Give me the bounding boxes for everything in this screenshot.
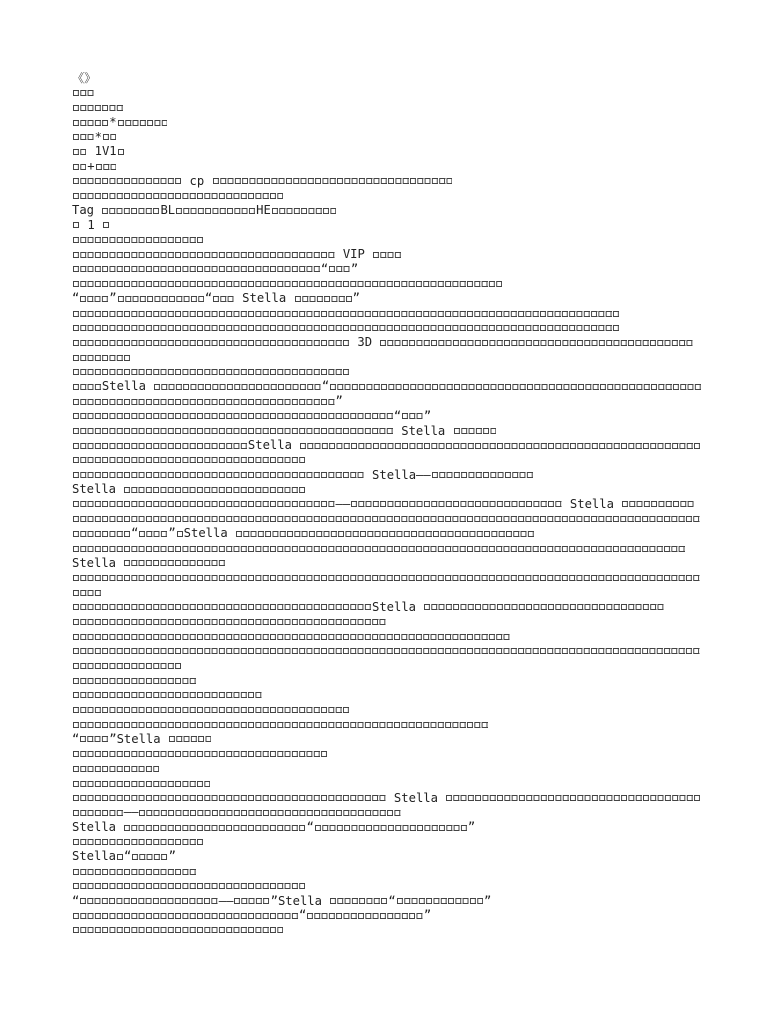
text-line xyxy=(72,820,702,835)
placeholder-glyphs xyxy=(73,325,619,331)
text-fragment: “ xyxy=(204,291,213,306)
placeholder-glyphs xyxy=(73,839,203,845)
placeholder-glyphs xyxy=(73,913,298,919)
placeholder-glyphs xyxy=(73,120,108,126)
placeholder-glyphs xyxy=(73,516,700,522)
text-line xyxy=(72,747,702,762)
text-fragment: Stella xyxy=(183,526,236,541)
placeholder-glyphs xyxy=(73,399,335,405)
text-line xyxy=(72,277,702,292)
text-fragment: 《》 xyxy=(72,71,97,85)
text-line xyxy=(72,703,702,718)
text-line xyxy=(72,732,702,747)
text-line xyxy=(72,262,702,277)
text-fragment: + xyxy=(87,159,95,174)
text-line xyxy=(72,130,702,145)
text-fragment: “ xyxy=(306,820,314,835)
text-line xyxy=(72,218,702,233)
text-fragment: Stella xyxy=(372,599,424,614)
placeholder-glyphs xyxy=(117,854,123,860)
placeholder-glyphs xyxy=(397,898,483,904)
text-fragment: ” xyxy=(467,820,476,835)
text-line xyxy=(72,776,702,791)
text-fragment: ” xyxy=(109,291,117,306)
text-fragment: Stella xyxy=(72,849,117,864)
placeholder-glyphs xyxy=(139,810,401,816)
placeholder-glyphs xyxy=(154,384,321,390)
text-line xyxy=(72,482,702,497)
placeholder-glyphs xyxy=(380,340,693,346)
text-fragment: * xyxy=(94,129,102,144)
placeholder-glyphs xyxy=(73,604,371,610)
placeholder-glyphs xyxy=(73,193,283,199)
placeholder-glyphs xyxy=(103,134,116,140)
text-line xyxy=(72,908,702,923)
text-fragment: Stella xyxy=(393,423,453,438)
placeholder-glyphs xyxy=(73,707,349,713)
text-fragment: —— xyxy=(123,805,139,820)
placeholder-glyphs xyxy=(102,208,159,214)
text-fragment: 1V1 xyxy=(87,144,117,159)
text-fragment: BL xyxy=(160,203,176,218)
placeholder-glyphs xyxy=(73,355,130,361)
text-line xyxy=(72,659,702,674)
placeholder-glyphs xyxy=(73,634,510,640)
text-line xyxy=(72,556,702,571)
text-fragment: “ xyxy=(321,379,330,394)
text-line xyxy=(72,541,702,556)
text-line xyxy=(72,600,702,615)
placeholder-glyphs xyxy=(80,296,108,302)
placeholder-glyphs xyxy=(73,252,335,258)
text-line xyxy=(72,673,702,688)
text-fragment: “ xyxy=(388,893,396,908)
placeholder-glyphs xyxy=(73,531,130,537)
text-fragment: ”Stella xyxy=(109,731,168,746)
text-line xyxy=(72,497,702,512)
text-line xyxy=(72,189,702,204)
text-line xyxy=(72,453,702,468)
placeholder-glyphs xyxy=(118,120,168,126)
placeholder-glyphs xyxy=(73,149,86,155)
placeholder-glyphs xyxy=(73,443,247,449)
placeholder-glyphs xyxy=(80,898,217,904)
text-line xyxy=(72,86,702,101)
text-line xyxy=(72,174,702,189)
text-fragment: “ xyxy=(299,908,307,923)
text-fragment: ” xyxy=(423,408,432,423)
text-fragment: Stella xyxy=(247,438,300,453)
text-line xyxy=(72,335,702,350)
placeholder-glyphs xyxy=(139,531,167,537)
placeholder-glyphs xyxy=(351,501,561,507)
text-fragment: Stella xyxy=(101,379,154,394)
text-fragment: 1 xyxy=(80,217,103,232)
text-line xyxy=(72,321,702,336)
text-line xyxy=(72,761,702,776)
text-fragment: Stella xyxy=(562,496,622,511)
placeholder-glyphs xyxy=(73,751,327,757)
text-fragment: * xyxy=(109,115,117,130)
placeholder-glyphs xyxy=(73,384,101,390)
text-fragment: “ xyxy=(72,291,80,306)
placeholder-glyphs xyxy=(73,178,181,184)
text-line xyxy=(72,159,702,174)
placeholder-glyphs xyxy=(424,604,664,610)
placeholder-glyphs xyxy=(73,810,123,816)
text-fragment: ”Stella xyxy=(270,893,330,908)
text-fragment: —— xyxy=(335,496,351,511)
placeholder-glyphs xyxy=(96,164,117,170)
text-fragment: “ xyxy=(393,408,402,423)
text-fragment: Stella—— xyxy=(364,467,431,482)
text-fragment: VIP xyxy=(335,247,373,262)
text-line xyxy=(72,468,702,483)
placeholder-glyphs xyxy=(73,340,349,346)
text-fragment: Stella xyxy=(72,482,124,497)
text-fragment: ” xyxy=(168,526,176,541)
placeholder-glyphs xyxy=(118,149,124,155)
placeholder-glyphs xyxy=(132,854,167,860)
text-fragment: ” xyxy=(350,261,359,276)
text-fragment: “ xyxy=(72,731,80,746)
text-line xyxy=(72,526,702,541)
text-line xyxy=(72,350,702,365)
placeholder-glyphs xyxy=(432,472,533,478)
placeholder-glyphs xyxy=(329,266,350,272)
text-fragment: ” xyxy=(484,893,492,908)
text-line xyxy=(72,791,702,806)
text-line xyxy=(72,424,702,439)
placeholder-glyphs xyxy=(73,311,619,317)
text-line xyxy=(72,291,702,306)
text-line xyxy=(72,100,702,115)
text-line xyxy=(72,614,702,629)
text-line xyxy=(72,835,702,850)
placeholder-glyphs xyxy=(176,208,255,214)
placeholder-glyphs xyxy=(124,487,305,493)
placeholder-glyphs xyxy=(295,296,352,302)
placeholder-glyphs xyxy=(213,296,234,302)
placeholder-glyphs xyxy=(73,883,305,889)
text-line xyxy=(72,570,702,585)
placeholder-glyphs xyxy=(80,736,108,742)
text-fragment: “ xyxy=(72,893,80,908)
text-fragment: Tag xyxy=(72,203,102,218)
placeholder-glyphs xyxy=(124,560,225,566)
text-fragment: ” xyxy=(423,908,432,923)
text-fragment: Stella xyxy=(234,291,294,306)
placeholder-glyphs xyxy=(73,692,262,698)
text-fragment: “ xyxy=(124,849,132,864)
placeholder-glyphs xyxy=(73,546,685,552)
text-line xyxy=(72,71,702,86)
placeholder-glyphs xyxy=(73,90,94,96)
text-fragment: “ xyxy=(320,261,329,276)
placeholder-glyphs xyxy=(73,237,203,243)
placeholder-glyphs xyxy=(234,898,269,904)
placeholder-glyphs xyxy=(73,927,283,933)
text-line xyxy=(72,144,702,159)
text-line xyxy=(72,864,702,879)
text-line xyxy=(72,203,702,218)
placeholder-glyphs xyxy=(73,369,349,375)
placeholder-glyphs xyxy=(177,531,183,537)
text-fragment: HE xyxy=(256,203,271,218)
placeholder-glyphs xyxy=(73,457,305,463)
placeholder-glyphs xyxy=(300,443,700,449)
placeholder-glyphs xyxy=(236,531,534,537)
placeholder-glyphs xyxy=(272,208,336,214)
placeholder-glyphs xyxy=(446,795,700,801)
text-line xyxy=(72,438,702,453)
text-fragment: Stella xyxy=(386,790,446,805)
text-line xyxy=(72,512,702,527)
text-line xyxy=(72,379,702,394)
placeholder-glyphs xyxy=(307,913,423,919)
text-line xyxy=(72,115,702,130)
text-fragment: 3D xyxy=(350,335,380,350)
placeholder-glyphs xyxy=(73,663,181,669)
text-line xyxy=(72,805,702,820)
text-fragment: ” xyxy=(335,394,343,409)
text-fragment: —— xyxy=(218,893,234,908)
placeholder-glyphs xyxy=(73,501,335,507)
text-fragment: “ xyxy=(131,526,139,541)
placeholder-glyphs xyxy=(73,648,700,654)
placeholder-glyphs xyxy=(124,825,305,831)
text-fragment: ” xyxy=(352,291,360,306)
placeholder-glyphs xyxy=(373,252,401,258)
text-line xyxy=(72,365,702,380)
placeholder-glyphs xyxy=(213,178,453,184)
text-line xyxy=(72,409,702,424)
text-line xyxy=(72,849,702,864)
document-body xyxy=(72,71,702,938)
text-line xyxy=(72,585,702,600)
placeholder-glyphs xyxy=(73,266,320,272)
text-line xyxy=(72,717,702,732)
text-fragment: ” xyxy=(168,849,176,864)
placeholder-glyphs xyxy=(73,678,196,684)
text-line xyxy=(72,247,702,262)
placeholder-glyphs xyxy=(402,413,423,419)
placeholder-glyphs xyxy=(73,575,700,581)
placeholder-glyphs xyxy=(73,869,196,875)
text-line xyxy=(72,879,702,894)
placeholder-glyphs xyxy=(118,296,204,302)
text-fragment: Stella xyxy=(72,555,124,570)
placeholder-glyphs xyxy=(103,222,109,228)
text-line xyxy=(72,233,702,248)
placeholder-glyphs xyxy=(622,501,694,507)
text-line xyxy=(72,688,702,703)
placeholder-glyphs xyxy=(330,898,387,904)
text-line xyxy=(72,306,702,321)
placeholder-glyphs xyxy=(73,105,123,111)
placeholder-glyphs xyxy=(73,413,393,419)
text-line xyxy=(72,923,702,938)
placeholder-glyphs xyxy=(315,825,467,831)
placeholder-glyphs xyxy=(169,736,212,742)
placeholder-glyphs xyxy=(73,428,393,434)
placeholder-glyphs xyxy=(73,164,86,170)
placeholder-glyphs xyxy=(73,619,386,625)
placeholder-glyphs xyxy=(454,428,497,434)
text-line xyxy=(72,644,702,659)
text-line xyxy=(72,394,702,409)
placeholder-glyphs xyxy=(330,384,701,390)
text-fragment: Stella xyxy=(72,820,124,835)
placeholder-glyphs xyxy=(73,222,79,228)
placeholder-glyphs xyxy=(73,781,210,787)
placeholder-glyphs xyxy=(73,134,94,140)
placeholder-glyphs xyxy=(73,722,488,728)
placeholder-glyphs xyxy=(73,590,101,596)
placeholder-glyphs xyxy=(73,766,159,772)
placeholder-glyphs xyxy=(73,795,386,801)
text-line xyxy=(72,894,702,909)
placeholder-glyphs xyxy=(73,281,502,287)
text-line xyxy=(72,629,702,644)
text-fragment: cp xyxy=(182,173,212,188)
placeholder-glyphs xyxy=(73,472,364,478)
